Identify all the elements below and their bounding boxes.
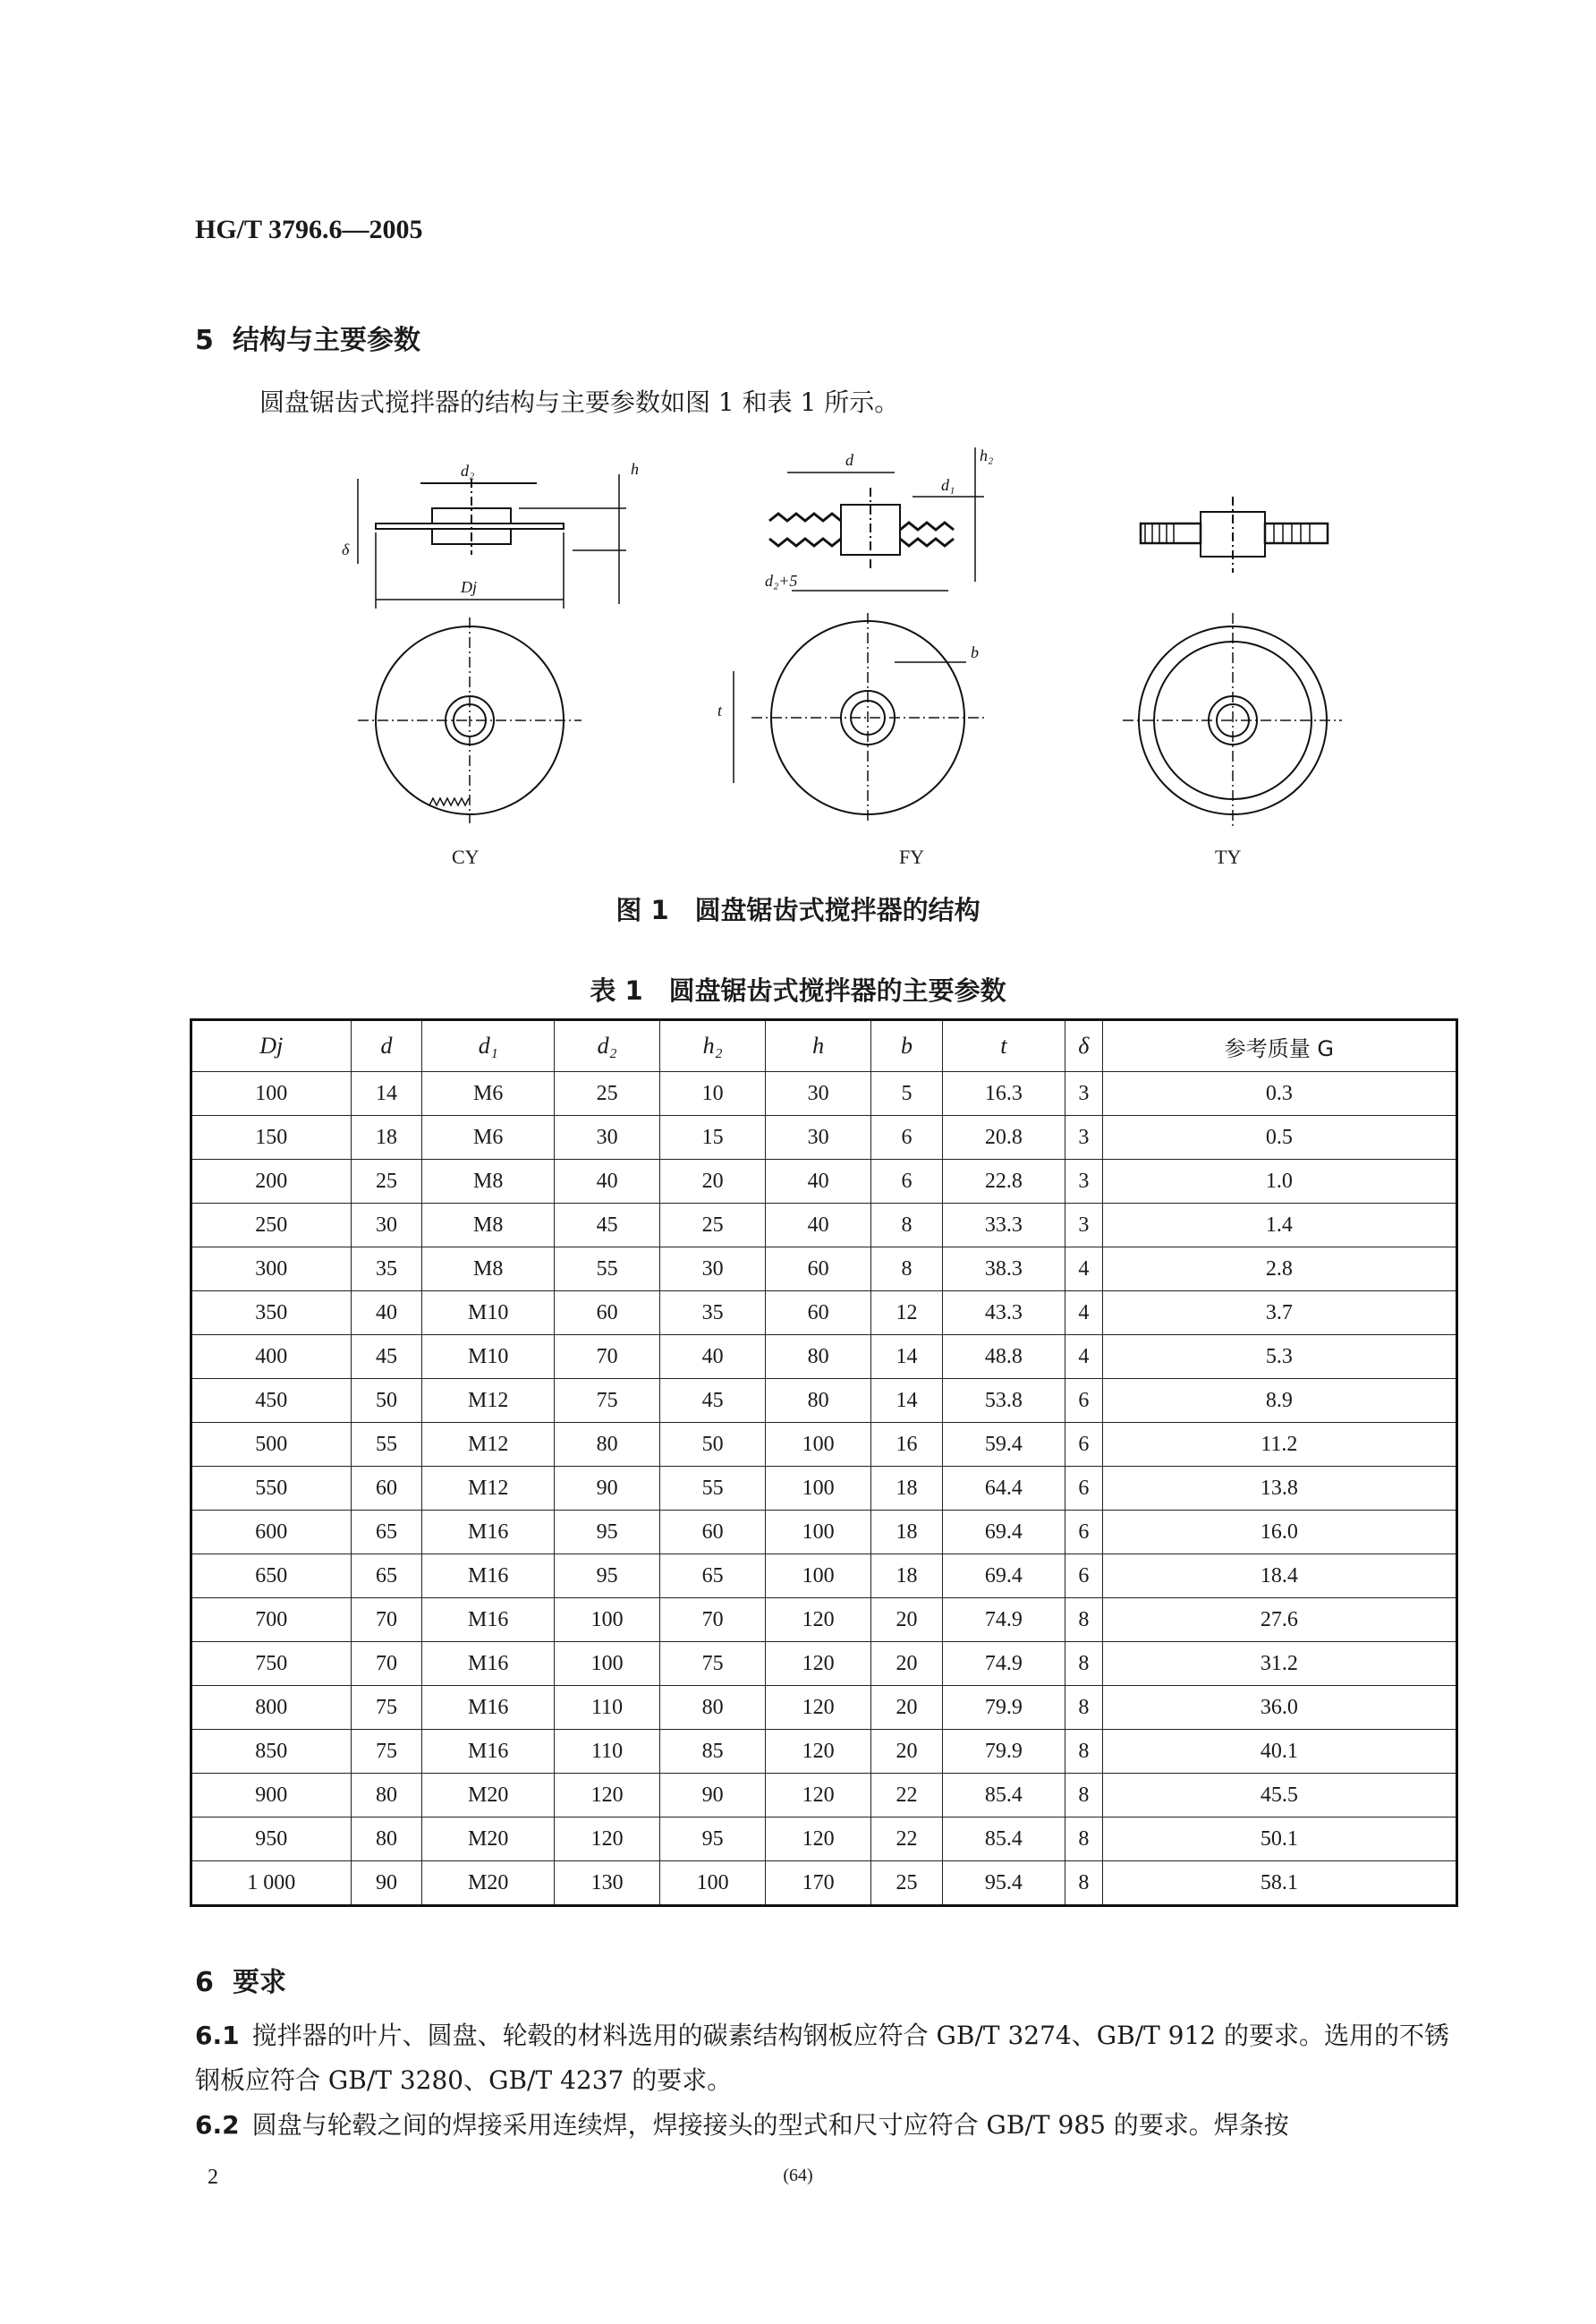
- table-row: [191, 1511, 1457, 1554]
- table-cell: 18: [351, 1116, 422, 1160]
- col-header: d₂: [555, 1020, 660, 1072]
- table-cell: 30: [766, 1116, 871, 1160]
- table-cell: 20.8: [942, 1116, 1065, 1160]
- label-h2: h₂: [980, 447, 994, 464]
- table-cell: 650: [191, 1554, 352, 1598]
- table-cell: 95: [555, 1554, 660, 1598]
- table-cell: 20: [871, 1730, 943, 1774]
- table-cell: 25: [555, 1072, 660, 1116]
- table-row: [191, 1554, 1457, 1598]
- table-cell: 750: [191, 1642, 352, 1686]
- label-d2-plus-5: d₂+5: [765, 572, 798, 590]
- col-header: b: [871, 1020, 943, 1072]
- table-row: [191, 1817, 1457, 1861]
- table-cell: 8: [1065, 1598, 1102, 1642]
- table-cell: 8: [871, 1247, 943, 1291]
- section-5-heading: [195, 318, 420, 357]
- table-cell: 30: [555, 1116, 660, 1160]
- table-cell: 45: [660, 1379, 766, 1423]
- table-cell: M16: [422, 1554, 555, 1598]
- table-cell: 450: [191, 1379, 352, 1423]
- table-cell: 100: [555, 1642, 660, 1686]
- section-6-heading: [195, 1960, 286, 1999]
- table-cell: 95: [555, 1511, 660, 1554]
- table-cell: 16.0: [1102, 1511, 1456, 1554]
- table-cell: 65: [660, 1554, 766, 1598]
- table-cell: 18: [871, 1554, 943, 1598]
- table-cell: 18: [871, 1511, 943, 1554]
- table-cell: 14: [871, 1335, 943, 1379]
- label-delta: δ: [342, 541, 350, 558]
- table-cell: M20: [422, 1861, 555, 1906]
- table-cell: 250: [191, 1204, 352, 1247]
- table-cell: M16: [422, 1598, 555, 1642]
- col-header: 参考质量 G: [1102, 1020, 1456, 1072]
- table-cell: 60: [555, 1291, 660, 1335]
- table-row: [191, 1291, 1457, 1335]
- table-cell: 6: [1065, 1554, 1102, 1598]
- page-number: 2: [208, 2166, 218, 2189]
- table-cell: 6: [871, 1160, 943, 1204]
- table-cell: 3.7: [1102, 1291, 1456, 1335]
- table-cell: 70: [555, 1335, 660, 1379]
- table-cell: 31.2: [1102, 1642, 1456, 1686]
- table-cell: 85.4: [942, 1817, 1065, 1861]
- table-cell: 48.8: [942, 1335, 1065, 1379]
- table-cell: 600: [191, 1511, 352, 1554]
- page-sequence: (64): [783, 2166, 813, 2185]
- table-cell: 85.4: [942, 1774, 1065, 1817]
- table-cell: 200: [191, 1160, 352, 1204]
- table-row: [191, 1204, 1457, 1247]
- table-cell: 74.9: [942, 1642, 1065, 1686]
- table-cell: 4: [1065, 1335, 1102, 1379]
- table-cell: 150: [191, 1116, 352, 1160]
- table-cell: 70: [660, 1598, 766, 1642]
- table-cell: 110: [555, 1686, 660, 1730]
- table-header-row: [191, 1020, 1457, 1072]
- table-cell: M16: [422, 1730, 555, 1774]
- table-cell: 100: [766, 1511, 871, 1554]
- table-cell: 15: [660, 1116, 766, 1160]
- table-cell: 6: [871, 1116, 943, 1160]
- table-cell: 170: [766, 1861, 871, 1906]
- table-cell: 8: [871, 1204, 943, 1247]
- table-cell: 120: [766, 1774, 871, 1817]
- figure-title: 图 1 圆盘锯齿式搅拌器的结构: [615, 895, 981, 925]
- table-cell: 33.3: [942, 1204, 1065, 1247]
- table-cell: 120: [555, 1817, 660, 1861]
- table-cell: 100: [660, 1861, 766, 1906]
- col-header: δ: [1065, 1020, 1102, 1072]
- cy-top-view: [358, 617, 582, 823]
- table-cell: 8.9: [1102, 1379, 1456, 1423]
- label-d: d: [845, 451, 853, 469]
- table-cell: 80: [766, 1379, 871, 1423]
- table-cell: 120: [766, 1817, 871, 1861]
- cy-side-view: [358, 474, 626, 609]
- caption-ty: TY: [1215, 846, 1242, 868]
- table-cell: M20: [422, 1817, 555, 1861]
- table-body: [191, 1072, 1457, 1906]
- table-cell: 120: [766, 1598, 871, 1642]
- table-cell: 4: [1065, 1247, 1102, 1291]
- table-cell: 4: [1065, 1291, 1102, 1335]
- clause-text: 搅拌器的叶片、圆盘、轮毂的材料选用的碳素结构钢板应符合 GB/T 3274、GB/T 912 的要求。选用的不锈钢板应符合 GB/T 3280、GB/T 4237 的要求。: [195, 2021, 1450, 2095]
- table-cell: 75: [351, 1730, 422, 1774]
- section-title: 要求: [233, 1967, 286, 1998]
- table-cell: 6: [1065, 1423, 1102, 1467]
- table-cell: 5.3: [1102, 1335, 1456, 1379]
- ty-top-view: [1123, 613, 1342, 828]
- table-cell: 45: [351, 1335, 422, 1379]
- table-row: [191, 1072, 1457, 1116]
- label-Dj: Dj: [461, 578, 477, 596]
- table-cell: 1.4: [1102, 1204, 1456, 1247]
- table-cell: M12: [422, 1423, 555, 1467]
- table-cell: 120: [766, 1686, 871, 1730]
- table-cell: 3: [1065, 1116, 1102, 1160]
- table-cell: 120: [555, 1774, 660, 1817]
- table-row: [191, 1247, 1457, 1291]
- table-cell: M16: [422, 1642, 555, 1686]
- table-cell: 90: [660, 1774, 766, 1817]
- clause-6-2: [195, 2103, 1465, 2148]
- table-cell: 3: [1065, 1204, 1102, 1247]
- table-row: [191, 1379, 1457, 1423]
- table-cell: 55: [351, 1423, 422, 1467]
- table-cell: 53.8: [942, 1379, 1065, 1423]
- table-cell: 69.4: [942, 1554, 1065, 1598]
- table-cell: 75: [351, 1686, 422, 1730]
- table-cell: M6: [422, 1116, 555, 1160]
- col-header: t: [942, 1020, 1065, 1072]
- table-cell: M8: [422, 1247, 555, 1291]
- table-row: [191, 1467, 1457, 1511]
- table-cell: 80: [351, 1817, 422, 1861]
- table-cell: 1 000: [191, 1861, 352, 1906]
- table-cell: 0.5: [1102, 1116, 1456, 1160]
- table-cell: 60: [660, 1511, 766, 1554]
- caption-fy: FY: [899, 846, 925, 868]
- table-cell: 25: [660, 1204, 766, 1247]
- table-cell: 2.8: [1102, 1247, 1456, 1291]
- table-row: [191, 1335, 1457, 1379]
- table-cell: M12: [422, 1379, 555, 1423]
- parameter-table: [190, 1018, 1458, 1907]
- table-cell: 500: [191, 1423, 352, 1467]
- table-cell: 550: [191, 1467, 352, 1511]
- table-cell: 40: [351, 1291, 422, 1335]
- table-cell: 400: [191, 1335, 352, 1379]
- table-cell: 100: [766, 1423, 871, 1467]
- section-number: 6: [195, 1967, 214, 1998]
- table-cell: 16: [871, 1423, 943, 1467]
- table-cell: 74.9: [942, 1598, 1065, 1642]
- table-row: [191, 1642, 1457, 1686]
- table-cell: 43.3: [942, 1291, 1065, 1335]
- section-5-intro: 圆盘锯齿式搅拌器的结构与主要参数如图 1 和表 1 所示。: [259, 387, 900, 417]
- clause-6-1: [195, 2013, 1465, 2103]
- table-cell: 100: [766, 1554, 871, 1598]
- table-cell: M6: [422, 1072, 555, 1116]
- table-cell: 950: [191, 1817, 352, 1861]
- clause-number: 6.2: [195, 2110, 240, 2140]
- table-row: [191, 1160, 1457, 1204]
- table-cell: 100: [766, 1467, 871, 1511]
- label-d1: d₁: [941, 476, 955, 494]
- table-row: [191, 1686, 1457, 1730]
- table-cell: 65: [351, 1511, 422, 1554]
- section-number: 5: [195, 325, 214, 356]
- table-row: [191, 1730, 1457, 1774]
- col-header: h₂: [660, 1020, 766, 1072]
- table-cell: 35: [660, 1291, 766, 1335]
- table-cell: 0.3: [1102, 1072, 1456, 1116]
- label-h: h: [631, 460, 639, 478]
- table-cell: M20: [422, 1774, 555, 1817]
- table-cell: 300: [191, 1247, 352, 1291]
- table-cell: 50: [351, 1379, 422, 1423]
- table-cell: 8: [1065, 1642, 1102, 1686]
- table-cell: 22.8: [942, 1160, 1065, 1204]
- table-cell: 45.5: [1102, 1774, 1456, 1817]
- table-cell: 14: [351, 1072, 422, 1116]
- table-cell: 36.0: [1102, 1686, 1456, 1730]
- table-cell: 16.3: [942, 1072, 1065, 1116]
- table-cell: 58.1: [1102, 1861, 1456, 1906]
- clause-number: 6.1: [195, 2021, 240, 2050]
- table-cell: 40: [660, 1335, 766, 1379]
- table-row: [191, 1423, 1457, 1467]
- table-cell: 40: [766, 1204, 871, 1247]
- table-cell: 350: [191, 1291, 352, 1335]
- table-cell: 8: [1065, 1817, 1102, 1861]
- table-cell: 85: [660, 1730, 766, 1774]
- table-cell: 55: [555, 1247, 660, 1291]
- table-cell: 1.0: [1102, 1160, 1456, 1204]
- table-cell: 25: [351, 1160, 422, 1204]
- table-cell: 8: [1065, 1861, 1102, 1906]
- table-cell: 8: [1065, 1774, 1102, 1817]
- table-cell: 30: [660, 1247, 766, 1291]
- table-cell: 40.1: [1102, 1730, 1456, 1774]
- table-cell: 75: [555, 1379, 660, 1423]
- clause-text: 圆盘与轮毂之间的焊接采用连续焊，焊接接头的型式和尺寸应符合 GB/T 985 的要求。焊条按: [251, 2110, 1289, 2140]
- table-cell: 12: [871, 1291, 943, 1335]
- table-cell: 100: [191, 1072, 352, 1116]
- table-cell: 95.4: [942, 1861, 1065, 1906]
- table-cell: 10: [660, 1072, 766, 1116]
- table-cell: 30: [766, 1072, 871, 1116]
- table-cell: 22: [871, 1817, 943, 1861]
- table-cell: 35: [351, 1247, 422, 1291]
- table-row: [191, 1774, 1457, 1817]
- table-cell: 80: [660, 1686, 766, 1730]
- section-title: 结构与主要参数: [233, 325, 420, 356]
- label-b: b: [971, 643, 979, 661]
- table-cell: 6: [1065, 1511, 1102, 1554]
- table-cell: 18: [871, 1467, 943, 1511]
- table-cell: 100: [555, 1598, 660, 1642]
- table-cell: 55: [660, 1467, 766, 1511]
- table-cell: 120: [766, 1730, 871, 1774]
- table-cell: 38.3: [942, 1247, 1065, 1291]
- table-cell: 6: [1065, 1467, 1102, 1511]
- col-header: Dj: [191, 1020, 352, 1072]
- table-cell: 40: [766, 1160, 871, 1204]
- table-cell: 50.1: [1102, 1817, 1456, 1861]
- table-cell: M12: [422, 1467, 555, 1511]
- table-cell: 60: [766, 1247, 871, 1291]
- table-cell: M10: [422, 1291, 555, 1335]
- table-cell: 69.4: [942, 1511, 1065, 1554]
- table-row: [191, 1598, 1457, 1642]
- table-row: [191, 1116, 1457, 1160]
- table-cell: 6: [1065, 1379, 1102, 1423]
- table-cell: 700: [191, 1598, 352, 1642]
- table-title: 表 1 圆盘锯齿式搅拌器的主要参数: [590, 975, 1006, 1006]
- ty-side-view: [1141, 497, 1328, 573]
- table-cell: M8: [422, 1204, 555, 1247]
- table-cell: 5: [871, 1072, 943, 1116]
- table-cell: 65: [351, 1554, 422, 1598]
- table-cell: 59.4: [942, 1423, 1065, 1467]
- table-cell: 79.9: [942, 1730, 1065, 1774]
- table-cell: 800: [191, 1686, 352, 1730]
- table-cell: 120: [766, 1642, 871, 1686]
- label-d2: d₂: [461, 462, 475, 480]
- col-header: h: [766, 1020, 871, 1072]
- table-cell: 80: [766, 1335, 871, 1379]
- table-cell: 40: [555, 1160, 660, 1204]
- table-cell: 130: [555, 1861, 660, 1906]
- table-cell: 8: [1065, 1686, 1102, 1730]
- table-cell: 75: [660, 1642, 766, 1686]
- table-cell: 90: [555, 1467, 660, 1511]
- table-cell: 70: [351, 1642, 422, 1686]
- table-cell: 64.4: [942, 1467, 1065, 1511]
- label-t: t: [717, 702, 723, 719]
- table-cell: 25: [871, 1861, 943, 1906]
- table-cell: 45: [555, 1204, 660, 1247]
- col-header: d₁: [422, 1020, 555, 1072]
- table-cell: 27.6: [1102, 1598, 1456, 1642]
- fy-top-view: [734, 613, 984, 823]
- table-cell: 18.4: [1102, 1554, 1456, 1598]
- table-cell: 20: [660, 1160, 766, 1204]
- fy-side-view: [769, 447, 984, 591]
- table-cell: 20: [871, 1642, 943, 1686]
- table-cell: 50: [660, 1423, 766, 1467]
- table-cell: 3: [1065, 1160, 1102, 1204]
- table-cell: 20: [871, 1686, 943, 1730]
- table-cell: 80: [555, 1423, 660, 1467]
- table-cell: M10: [422, 1335, 555, 1379]
- table-cell: 8: [1065, 1730, 1102, 1774]
- structure-figure: [304, 438, 1342, 886]
- table-cell: 14: [871, 1379, 943, 1423]
- table-cell: 60: [766, 1291, 871, 1335]
- table-cell: 3: [1065, 1072, 1102, 1116]
- col-header: d: [351, 1020, 422, 1072]
- table-cell: 95: [660, 1817, 766, 1861]
- table-cell: 900: [191, 1774, 352, 1817]
- caption-cy: CY: [452, 846, 480, 868]
- table-cell: 20: [871, 1598, 943, 1642]
- table-cell: 80: [351, 1774, 422, 1817]
- standard-code: HG/T 3796.6—2005: [195, 215, 423, 244]
- table-cell: 11.2: [1102, 1423, 1456, 1467]
- table-cell: M8: [422, 1160, 555, 1204]
- table-cell: 79.9: [942, 1686, 1065, 1730]
- table-cell: 90: [351, 1861, 422, 1906]
- table-cell: 110: [555, 1730, 660, 1774]
- table-cell: 13.8: [1102, 1467, 1456, 1511]
- table-cell: 850: [191, 1730, 352, 1774]
- table-cell: 60: [351, 1467, 422, 1511]
- table-cell: 30: [351, 1204, 422, 1247]
- table-cell: 22: [871, 1774, 943, 1817]
- table-cell: M16: [422, 1686, 555, 1730]
- table-cell: M16: [422, 1511, 555, 1554]
- table-cell: 70: [351, 1598, 422, 1642]
- table-row: [191, 1861, 1457, 1906]
